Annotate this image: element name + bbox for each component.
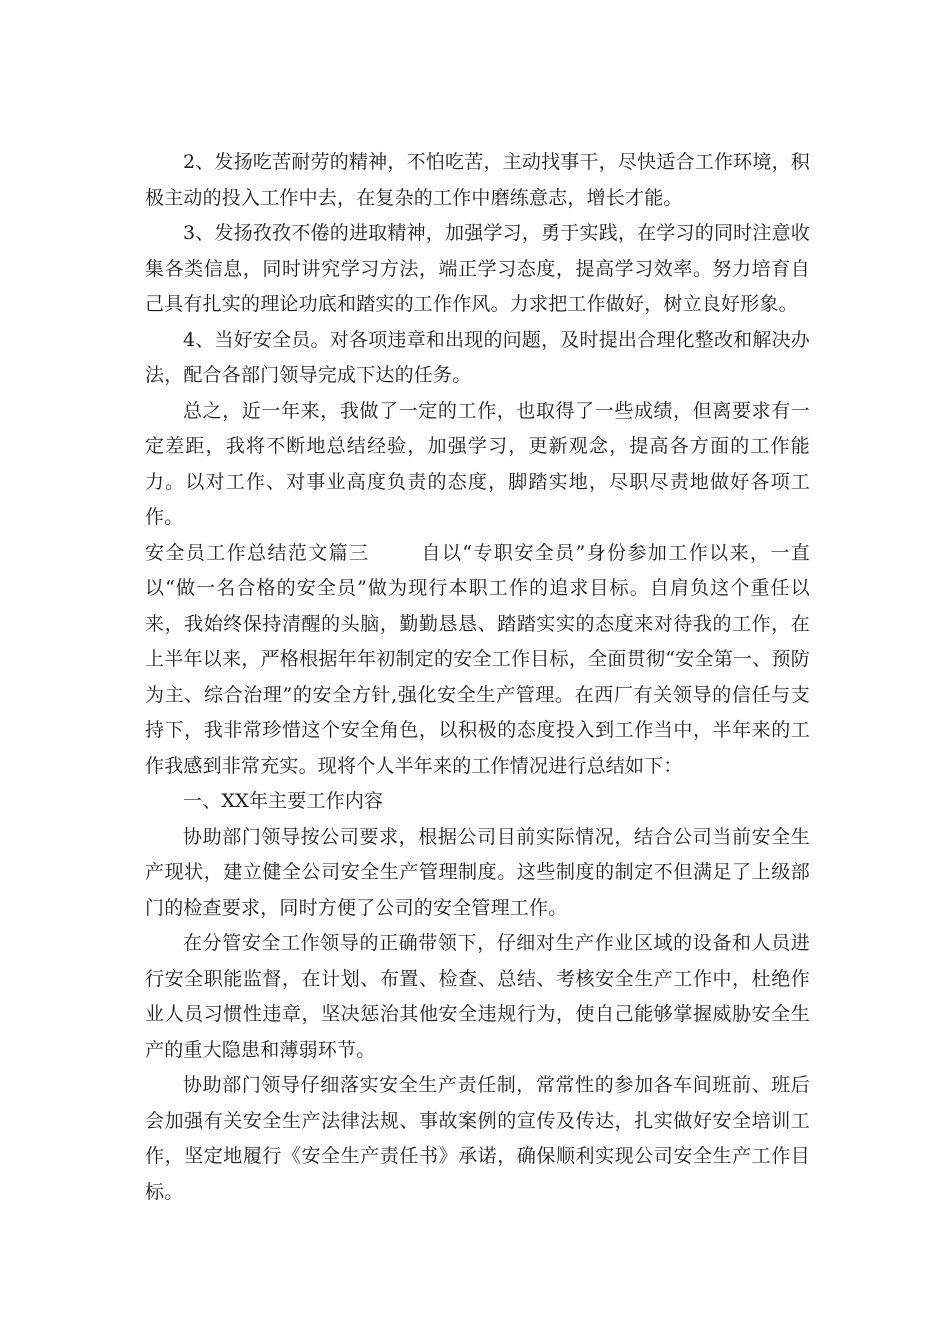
paragraph-work-3: 协助部门领导仔细落实安全生产责任制，常常性的参加各车间班前、班后会加强有关安全生产法律法规、事故案例的宣传及传达，扎实做好安全培训工作，坚定地履行《安全生产责任书》承诺，确保顺利实现公司安全生产工作目标。	[145, 1074, 810, 1203]
paragraph-work-1: 协助部门领导按公司要求，根据公司目前实际情况，结合公司当前安全生产现状，建立健全公司安全生产管理制度。这些制度的制定不但满足了上级部门的检查要求，同时方便了公司的安全管理工作。	[145, 825, 810, 919]
document-body	[145, 145, 810, 1210]
paragraph-item-3: 3、发扬孜孜不倦的进取精神，加强学习，勇于实践，在学习的同时注意收集各类信息，同时讲究学习方法，端正学习态度，提高学习效率。努力培育自己具有扎实的理论功底和踏实的工作作风。力求把工作做好，树立良好形象。	[145, 222, 810, 315]
paragraph-work-2: 在分管安全工作领导的正确带领下，仔细对生产作业区域的设备和人员进行安全职能监督，在计划、布置、检查、总结、考核安全生产工作中，杜绝作业人员习惯性违章，坚决惩治其他安全违规行为，使自己能够掌握威胁安全生产的重大隐患和薄弱环节。	[145, 932, 810, 1061]
subheading: 一、XX年主要工作内容	[183, 790, 384, 812]
section-intro-text: 自以“专职安全员”身份参加工作以来，一直以“做一名合格的安全员”做为现行本职工作的追求目标。自肩负这个重任以来，我始终保持清醒的头脑，勤勤恳恳、踏踏实实的态度来对待我的工作，在上半年以来，严格根据年年初制定的安全工作目标，全面贯彻“安全第一、预防为主、综合治理”的安全方针,强化安全生产管理。在西厂有关领导的信任与支持下，我非常珍惜这个安全角色，以积极的态度投入到工作当中，半年来的工作我感到非常充实。现将个人半年来的工作情况进行总结如下：	[145, 541, 811, 777]
paragraph-item-4: 4、当好安全员。对各项违章和出现的问题，及时提出合理化整改和解决办法，配合各部门领导完成下达的任务。	[145, 328, 810, 386]
section-paragraph	[145, 536, 810, 785]
paragraph-item-2: 2、发扬吃苦耐劳的精神，不怕吃苦，主动找事干，尽快适合工作环境，积极主动的投入工作中去，在复杂的工作中磨练意志，增长才能。	[145, 151, 810, 209]
section-heading: 安全员工作总结范文篇三	[145, 541, 370, 564]
paragraph-summary: 总之，近一年来，我做了一定的工作，也取得了一些成绩，但离要求有一定差距，我将不断地总结经验，加强学习，更新观念，提高各方面的工作能力。以对工作、对事业高度负责的态度，脚踏实地，尽职尽责地做好各项工作。	[145, 399, 810, 528]
